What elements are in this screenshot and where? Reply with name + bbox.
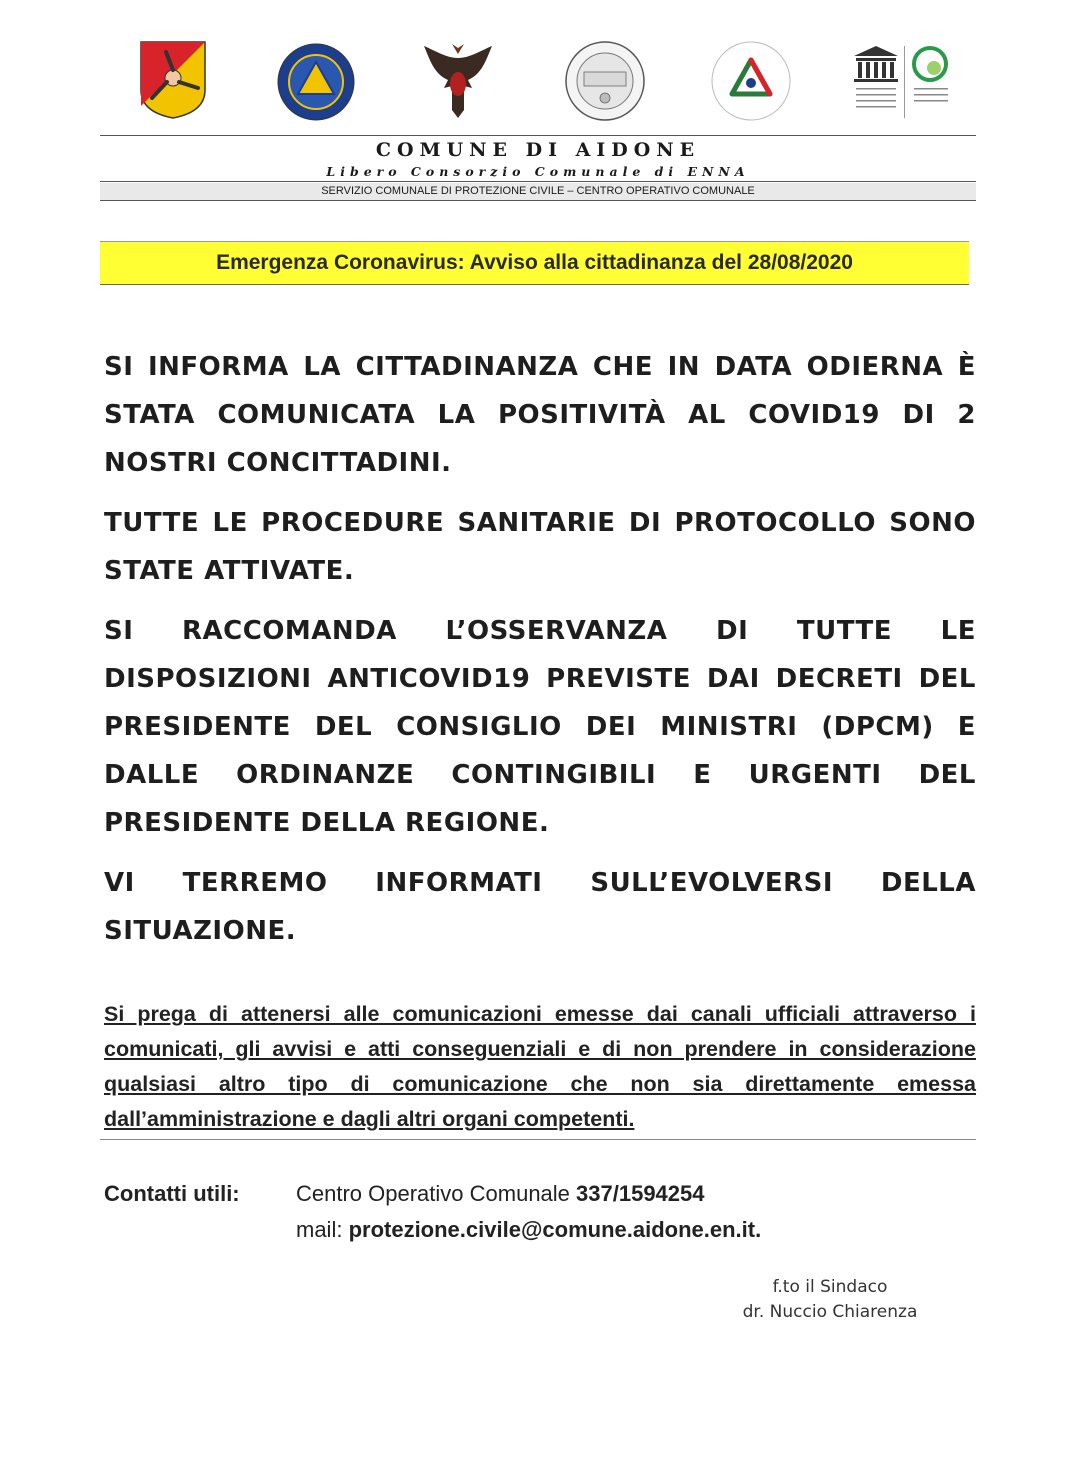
body-paragraph: SI RACCOMANDA L’OSSERVANZA DI TUTTE LE DISPOSIZIONI ANTICOVID19 PREVISTE DAI DECRETI DEL PRESIDENTE DEL CONSIGLIO DEI MINISTRI (DPCM) E DALLE ORDINANZE CONTINGIBILI E URGENTI DEL PRESIDENTE DELLA REGIONE. — [104, 616, 976, 838]
contacts-email-line — [296, 1217, 761, 1243]
protezione-civile-seal-icon — [276, 42, 356, 122]
comune-di-aidone-seal-icon — [564, 40, 646, 122]
notice-body — [104, 343, 976, 967]
contacts-phone-line — [296, 1181, 705, 1207]
protezione-civile-nazionale-icon — [710, 40, 792, 122]
header-top-rule — [100, 135, 976, 136]
eagle-crest-icon — [422, 40, 494, 120]
unesco-logo-icon — [850, 42, 960, 122]
sicily-trinacria-flag-icon — [138, 40, 208, 120]
body-paragraph: SI INFORMA LA CITTADINANZA CHE IN DATA ODIERNA È STATA COMUNICATA LA POSITIVITÀ AL COVID19 DI 2 NOSTRI CONCITTADINI. — [104, 352, 976, 478]
municipality-title: COMUNE DI AIDONE — [375, 139, 701, 161]
contacts-phone-number: 337/1594254 — [576, 1181, 705, 1206]
contacts-label: Contatti utili: — [104, 1181, 240, 1206]
contacts-phone-text: Centro Operativo Comunale — [296, 1181, 577, 1206]
signature-block — [700, 1275, 960, 1325]
official-channels-notice: Si prega di attenersi alle comunicazioni emesse dai canali ufficiali attraverso i comunicati, gli avvisi e atti conseguenziali e di non prendere in considerazione qualsiasi altro tipo di comunicazione che non sia direttamente emessa dall’amministrazione e dagli altri organi competenti. — [104, 1002, 976, 1131]
contacts-email-address[interactable]: protezione.civile@comune.aidone.en.it. — [348, 1217, 762, 1242]
emergency-banner: Emergenza Coronavirus: Avviso alla cittadinanza del 28/08/2020 — [100, 241, 969, 285]
body-paragraph: TUTTE LE PROCEDURE SANITARIE DI PROTOCOLLO SONO STATE ATTIVATE. — [104, 508, 976, 586]
header-bottom-rule — [100, 200, 976, 201]
service-name: SERVIZIO COMUNALE DI PROTEZIONE CIVILE – CENTRO OPERATIVO COMUNALE — [100, 183, 976, 200]
municipality-subtitle: Libero Consorzio Comunale di ENNA — [326, 164, 750, 179]
signature-name: dr. Nuccio Chiarenza — [742, 1302, 918, 1322]
signature-role: f.to il Sindaco — [772, 1277, 888, 1297]
contacts-email-text: mail: — [296, 1217, 349, 1242]
notice-rule — [100, 1139, 976, 1140]
body-paragraph: VI TERREMO INFORMATI SULL’EVOLVERSI DELLA SITUAZIONE. — [104, 868, 976, 946]
logo-row — [100, 40, 976, 122]
header-middle-rule — [100, 181, 976, 182]
